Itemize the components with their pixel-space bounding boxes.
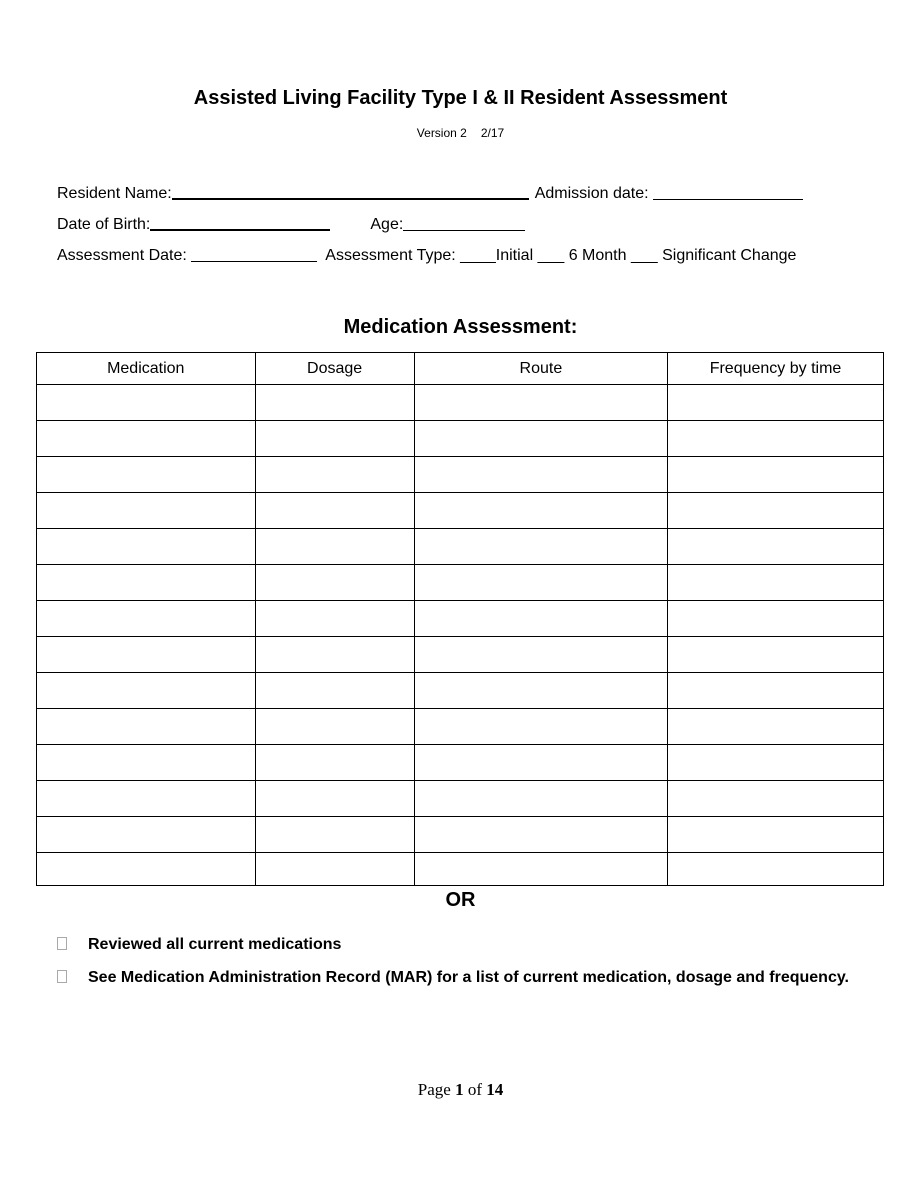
table-row: [37, 637, 884, 673]
table-cell[interactable]: [668, 745, 884, 781]
form-row-name-admission: [57, 184, 865, 204]
table-row: [37, 817, 884, 853]
table-cell[interactable]: [414, 673, 667, 709]
admission-date-blank[interactable]: [653, 185, 803, 200]
checkbox-list: [57, 928, 865, 994]
table-cell[interactable]: [37, 565, 256, 601]
checkbox-item-label: See Medication Administration Record (MAR) for a list of current medication, dosage and frequency.: [88, 969, 849, 986]
form-row-assessment: [57, 246, 865, 266]
table-cell[interactable]: [255, 637, 414, 673]
table-cell[interactable]: [37, 709, 256, 745]
assessment-type-options[interactable]: ____Initial ___ 6 Month ___ Significant Change: [460, 247, 797, 264]
table-cell[interactable]: [414, 781, 667, 817]
table-cell[interactable]: [668, 637, 884, 673]
table-cell[interactable]: [668, 457, 884, 493]
admission-date-label: Admission date:: [534, 185, 649, 202]
table-row: [37, 781, 884, 817]
resident-info-form: [57, 184, 865, 266]
table-cell[interactable]: [37, 673, 256, 709]
column-header-dosage: Dosage: [255, 353, 414, 385]
total-pages: 14: [486, 1080, 504, 1099]
table-row: [37, 601, 884, 637]
assessment-date-label: Assessment Date:: [57, 247, 187, 264]
table-row: [37, 565, 884, 601]
table-row: [37, 673, 884, 709]
table-cell[interactable]: [37, 601, 256, 637]
table-cell[interactable]: [37, 853, 256, 886]
age-label: Age:: [370, 216, 404, 233]
table-cell[interactable]: [668, 601, 884, 637]
column-header-route: Route: [414, 353, 667, 385]
table-cell[interactable]: [668, 853, 884, 886]
table-cell[interactable]: [668, 529, 884, 565]
version-label: Version 2: [416, 126, 467, 140]
resident-name-blank[interactable]: [172, 185, 529, 200]
column-header-medication: Medication: [37, 353, 256, 385]
table-cell[interactable]: [668, 493, 884, 529]
checkbox-item: [57, 961, 865, 994]
table-row: [37, 385, 884, 421]
table-cell[interactable]: [414, 853, 667, 886]
table-cell[interactable]: [414, 745, 667, 781]
age-blank[interactable]: [403, 216, 525, 231]
assessment-date-blank[interactable]: [191, 247, 317, 262]
table-cell[interactable]: [255, 709, 414, 745]
checkbox-item: [57, 928, 865, 961]
table-cell[interactable]: [414, 385, 667, 421]
checkbox-icon[interactable]: [57, 970, 67, 983]
table-cell[interactable]: [37, 385, 256, 421]
version-line: [0, 126, 921, 140]
checkbox-item-label: Reviewed all current medications: [88, 936, 342, 953]
table-cell[interactable]: [414, 493, 667, 529]
table-cell[interactable]: [255, 457, 414, 493]
page-footer: [0, 1080, 921, 1100]
page-number: 1: [455, 1080, 464, 1099]
med-table-body: [37, 385, 884, 886]
table-cell[interactable]: [37, 493, 256, 529]
dob-blank[interactable]: [150, 216, 330, 231]
table-cell[interactable]: [414, 421, 667, 457]
table-cell[interactable]: [414, 529, 667, 565]
table-cell[interactable]: [255, 853, 414, 886]
or-divider: OR: [445, 889, 476, 911]
table-cell[interactable]: [414, 817, 667, 853]
table-cell[interactable]: [414, 457, 667, 493]
table-cell[interactable]: [255, 529, 414, 565]
table-row: [37, 529, 884, 565]
table-row: [37, 421, 884, 457]
table-cell[interactable]: [668, 421, 884, 457]
medication-table: [36, 352, 884, 886]
table-cell[interactable]: [37, 781, 256, 817]
med-table-header-row: [37, 353, 884, 385]
table-cell[interactable]: [255, 385, 414, 421]
table-cell[interactable]: [255, 781, 414, 817]
table-cell[interactable]: [255, 673, 414, 709]
table-row: [37, 493, 884, 529]
table-cell[interactable]: [37, 457, 256, 493]
of-label: of: [467, 1080, 482, 1099]
table-cell[interactable]: [668, 565, 884, 601]
table-cell[interactable]: [37, 745, 256, 781]
table-cell[interactable]: [255, 421, 414, 457]
table-cell[interactable]: [414, 565, 667, 601]
table-cell[interactable]: [668, 385, 884, 421]
table-cell[interactable]: [255, 817, 414, 853]
table-cell[interactable]: [668, 709, 884, 745]
table-cell[interactable]: [255, 601, 414, 637]
table-row: [37, 457, 884, 493]
table-cell[interactable]: [37, 817, 256, 853]
table-cell[interactable]: [37, 637, 256, 673]
table-cell[interactable]: [255, 745, 414, 781]
table-cell[interactable]: [414, 637, 667, 673]
table-cell[interactable]: [37, 529, 256, 565]
table-cell[interactable]: [255, 565, 414, 601]
form-row-dob-age: [57, 215, 865, 235]
resident-name-label: Resident Name:: [57, 185, 172, 202]
page-label: Page: [417, 1080, 451, 1099]
dob-label: Date of Birth:: [57, 216, 151, 233]
table-cell[interactable]: [668, 673, 884, 709]
table-row: [37, 745, 884, 781]
table-cell[interactable]: [37, 421, 256, 457]
table-cell[interactable]: [414, 601, 667, 637]
column-header-frequency-by-time: Frequency by time: [668, 353, 884, 385]
table-row: [37, 709, 884, 745]
table-row: [37, 853, 884, 886]
table-cell[interactable]: [668, 817, 884, 853]
medication-assessment-heading: Medication Assessment:: [343, 316, 578, 338]
table-cell[interactable]: [414, 709, 667, 745]
table-cell[interactable]: [255, 493, 414, 529]
checkbox-icon[interactable]: [57, 937, 67, 950]
table-cell[interactable]: [668, 781, 884, 817]
assessment-type-label: Assessment Type:: [325, 247, 456, 264]
version-date: 2/17: [480, 126, 505, 140]
page-title: Assisted Living Facility Type I & II Resident Assessment: [193, 87, 728, 109]
